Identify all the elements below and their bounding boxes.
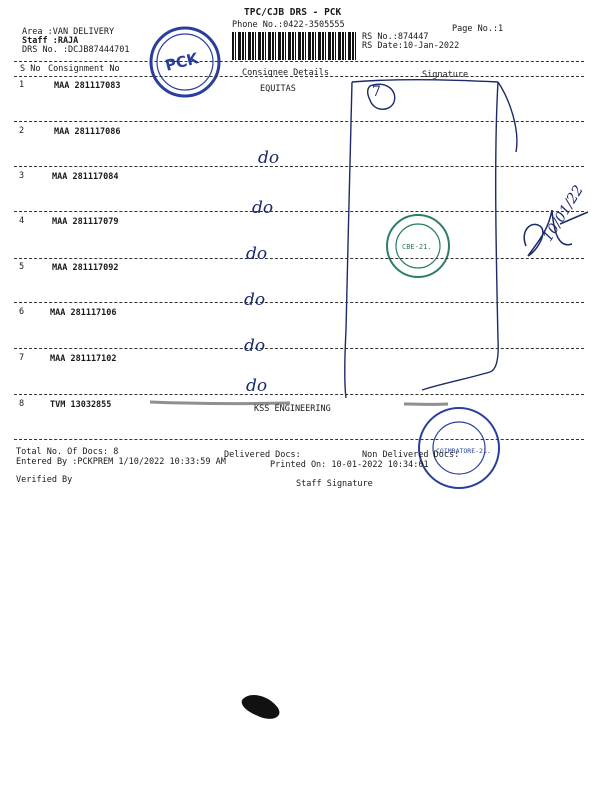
row-divider (14, 211, 584, 212)
row-divider (14, 258, 584, 259)
row-divider (14, 394, 584, 395)
delivered-docs: Delivered Docs: (224, 450, 301, 460)
signature-bracket (345, 80, 517, 398)
barcode (232, 32, 356, 60)
row-sno: 3 (19, 171, 25, 181)
row-sno: 5 (19, 262, 25, 272)
row-sno: 4 (19, 216, 25, 226)
row-consignment: TVM 13032855 (50, 400, 112, 410)
row-sno: 1 (19, 80, 25, 90)
row-divider (14, 348, 584, 349)
pck-stamp-text: PCK (163, 49, 201, 75)
row-divider (14, 302, 584, 303)
total-docs: Total No. Of Docs: 8 (16, 447, 119, 457)
rs-date: RS Date:10-Jan-2022 (362, 41, 460, 51)
header-rule-bottom (14, 76, 584, 77)
printed-on: Printed On: 10-01-2022 10:34:01 (270, 460, 429, 470)
page-number: Page No.:1 (452, 24, 504, 34)
staff-label: Staff :RAJA (22, 36, 79, 46)
doc-title: TPC/CJB DRS - PCK (244, 7, 342, 18)
row-consignment: MAA 281117086 (54, 127, 121, 137)
row-sno: 6 (19, 307, 25, 317)
non-delivered-docs: Non Delivered Docs: (362, 450, 460, 460)
cbe-stamp-text: CBE-21. (402, 243, 432, 251)
row-consignment: MAA 281117079 (52, 217, 119, 227)
row-consignment: MAA 281117092 (52, 263, 119, 273)
circled-count: 7 (372, 84, 381, 100)
ditto-mark: do (246, 376, 268, 396)
ditto-mark: do (258, 148, 280, 168)
col-consignee: Consignee Details (242, 68, 329, 78)
row-consignment: MAA 281117106 (50, 308, 117, 318)
drs-number: DRS No. :DCJB87444701 (22, 45, 130, 55)
header-rule (14, 61, 584, 62)
ditto-mark: do (244, 290, 266, 310)
row-consignment: MAA 281117084 (52, 172, 119, 182)
entered-by: Entered By :PCKPREM 1/10/2022 10:33:59 AM (16, 457, 226, 467)
area-label: Area :VAN DELIVERY (22, 27, 115, 37)
kss-stamp-text: COIMBATORE-21. (436, 447, 491, 455)
col-consignment: Consignment No (48, 64, 120, 74)
ditto-mark: do (244, 336, 266, 356)
ditto-mark: do (252, 198, 274, 218)
col-signature: Signature (422, 70, 469, 80)
row-divider (14, 166, 584, 167)
row-consignee: KSS ENGINEERING (254, 404, 331, 414)
row-sno: 7 (19, 353, 25, 363)
row-sno: 2 (19, 126, 25, 136)
rs-number: RS No.:874447 (362, 32, 429, 42)
staff-signature: Staff Signature (296, 479, 373, 489)
row-divider (14, 439, 584, 440)
signature-date: 10/01/22 (540, 182, 587, 245)
row-consignment: MAA 281117102 (50, 354, 117, 364)
row-consignee: EQUITAS (260, 84, 296, 94)
row-divider (14, 121, 584, 122)
verified-by: Verified By (16, 475, 73, 485)
phone-number: Phone No.:0422-3505555 (232, 20, 345, 30)
col-sno: S No (20, 64, 41, 74)
row-sno: 8 (19, 399, 25, 409)
ditto-mark: do (246, 244, 268, 264)
row-consignment: MAA 281117083 (54, 81, 121, 91)
